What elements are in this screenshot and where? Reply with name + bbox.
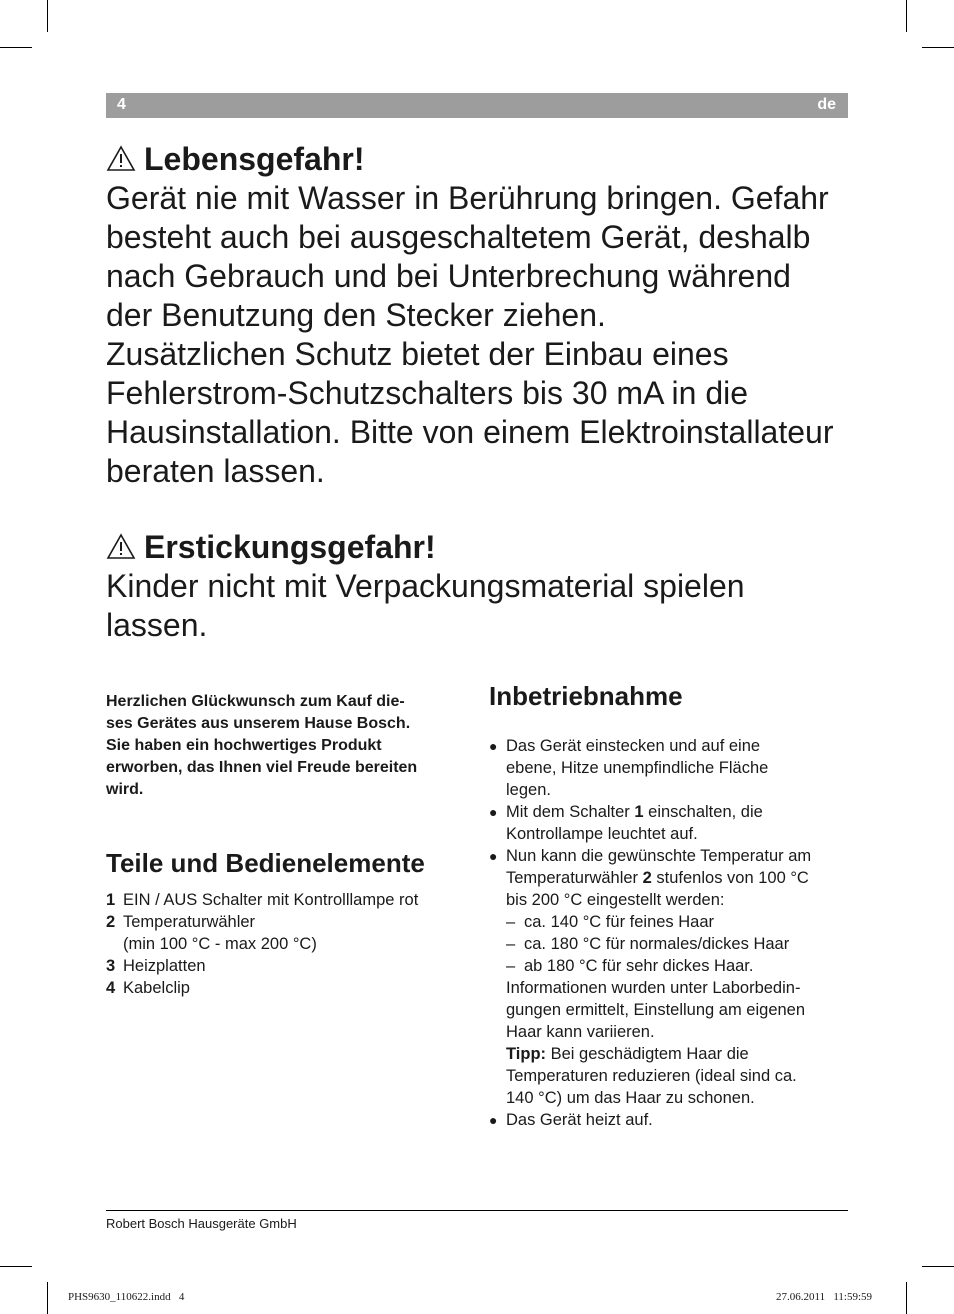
item-text: EIN / AUS Schalter mit Kontrolllampe rot bbox=[123, 891, 419, 909]
step-text: Das Gerät einstecken und auf eine bbox=[506, 737, 761, 755]
bullet-icon: ● bbox=[489, 1112, 498, 1128]
language-code: de bbox=[817, 96, 836, 113]
warning-line: Zusätzlichen Schutz bietet der Einbau eines bbox=[106, 336, 729, 372]
life-danger-warning bbox=[106, 140, 856, 491]
step-text bbox=[506, 867, 853, 889]
step-ref-number: 1 bbox=[634, 803, 644, 821]
warning-triangle-icon bbox=[106, 533, 136, 560]
warning-title-text: Lebensgefahr! bbox=[144, 141, 365, 177]
step-text: ebene, Hitze unempfindliche Fläche bbox=[506, 759, 769, 777]
step-text-part: einschalten, die bbox=[643, 803, 763, 821]
dash-marker: – bbox=[506, 935, 516, 953]
parts-heading: Teile und Bedienelemente bbox=[106, 848, 425, 878]
crop-mark bbox=[906, 1282, 907, 1314]
step-text: legen. bbox=[506, 781, 551, 799]
tip-text: Bei geschädigtem Haar die bbox=[546, 1045, 749, 1063]
step-text-part: Temperaturwähler bbox=[506, 869, 643, 887]
intro-line: ses Gerätes aus unserem Hause Bosch. bbox=[106, 715, 411, 732]
step-text bbox=[506, 801, 853, 823]
sub-item-text: ab 180 °C für sehr dickes Haar. bbox=[524, 957, 754, 975]
item-text: (min 100 °C - max 200 °C) bbox=[123, 935, 317, 953]
warning-line: Fehlerstrom-Schutzschalters bis 30 mA in die bbox=[106, 375, 749, 411]
warning-line: der Benutzung den Stecker ziehen. bbox=[106, 297, 606, 333]
crop-mark bbox=[922, 1266, 954, 1267]
warning-line: Kinder nicht mit Verpackungsmaterial spielen bbox=[106, 568, 745, 604]
bullet-icon: ● bbox=[489, 848, 498, 864]
header-bar bbox=[106, 93, 848, 118]
item-text: Heizplatten bbox=[123, 957, 206, 975]
sub-item bbox=[506, 911, 853, 933]
warning-title-text: Erstickungsgefahr! bbox=[144, 529, 436, 565]
crop-mark bbox=[47, 1282, 48, 1314]
sub-item bbox=[506, 955, 853, 977]
item-number: 3 bbox=[106, 957, 116, 975]
footer-divider bbox=[106, 1210, 848, 1211]
warning-title bbox=[106, 140, 856, 179]
intro-line: Sie haben ein hochwertiges Produkt bbox=[106, 737, 382, 754]
parts-list bbox=[106, 889, 476, 999]
list-item bbox=[106, 955, 476, 977]
intro-paragraph bbox=[106, 691, 471, 801]
operation-steps bbox=[489, 735, 853, 1131]
step-text: Kontrollampe leuchtet auf. bbox=[506, 825, 698, 843]
step-text: bis 200 °C eingestellt werden: bbox=[506, 891, 725, 909]
item-text: Temperaturwähler bbox=[123, 913, 256, 931]
tip-line bbox=[506, 1043, 853, 1065]
intro-line: Herzlichen Glückwunsch zum Kauf die- bbox=[106, 693, 405, 710]
crop-mark bbox=[906, 0, 907, 32]
step-text: gungen ermittelt, Einstellung am eigenen bbox=[506, 1001, 806, 1019]
dash-marker: – bbox=[506, 913, 516, 931]
step-text-part: stufenlos von 100 °C bbox=[651, 869, 809, 887]
footer-company: Robert Bosch Hausgeräte GmbH bbox=[106, 1216, 297, 1231]
sub-item bbox=[506, 933, 853, 955]
tip-text: 140 °C) um das Haar zu schonen. bbox=[506, 1089, 755, 1107]
suffocation-warning bbox=[106, 528, 856, 645]
page-number: 4 bbox=[117, 96, 126, 113]
tip-text: Temperaturen reduzieren (ideal sind ca. bbox=[506, 1067, 797, 1085]
list-item bbox=[489, 735, 853, 801]
step-text: Das Gerät heizt auf. bbox=[506, 1111, 653, 1129]
step-text-part: Mit dem Schalter bbox=[506, 803, 635, 821]
list-item bbox=[106, 889, 476, 911]
slug-file: PHS9630_110622.indd 4 bbox=[68, 1291, 185, 1303]
list-item bbox=[489, 845, 853, 1109]
crop-mark bbox=[0, 47, 32, 48]
warning-line: Gerät nie mit Wasser in Berührung bringen. Gefahr bbox=[106, 180, 829, 216]
step-text: Informationen wurden unter Laborbedin- bbox=[506, 979, 801, 997]
step-ref-number: 2 bbox=[642, 869, 652, 887]
dash-marker: – bbox=[506, 957, 516, 975]
warning-line: beraten lassen. bbox=[106, 453, 325, 489]
item-number: 4 bbox=[106, 979, 116, 997]
step-text: Haar kann variieren. bbox=[506, 1023, 655, 1041]
sub-item-text: ca. 180 °C für normales/dickes Haar bbox=[524, 935, 790, 953]
operation-heading: Inbetriebnahme bbox=[489, 681, 683, 711]
slug-datetime: 27.06.2011 11:59:59 bbox=[776, 1291, 873, 1303]
item-text: Kabelclip bbox=[123, 979, 190, 997]
warning-line: besteht auch bei ausgeschaltetem Gerät, deshalb bbox=[106, 219, 811, 255]
list-item bbox=[489, 801, 853, 845]
warning-line: nach Gebrauch und bei Unterbrechung während bbox=[106, 258, 791, 294]
step-text: Nun kann die gewünschte Temperatur am bbox=[506, 847, 812, 865]
list-item bbox=[106, 911, 476, 955]
crop-mark bbox=[47, 0, 48, 32]
intro-line: wird. bbox=[106, 781, 144, 798]
crop-mark bbox=[922, 47, 954, 48]
warning-line: lassen. bbox=[106, 607, 208, 643]
bullet-icon: ● bbox=[489, 804, 498, 820]
warning-title bbox=[106, 528, 856, 567]
bullet-icon: ● bbox=[489, 738, 498, 754]
intro-line: erworben, das Ihnen viel Freude bereiten bbox=[106, 759, 418, 776]
warning-triangle-icon bbox=[106, 145, 136, 172]
warning-line: Hausinstallation. Bitte von einem Elektroinstallateur bbox=[106, 414, 834, 450]
list-item bbox=[489, 1109, 853, 1131]
list-item bbox=[106, 977, 476, 999]
tip-label: Tipp: bbox=[506, 1045, 547, 1063]
sub-item-text: ca. 140 °C für feines Haar bbox=[524, 913, 715, 931]
item-number: 1 bbox=[106, 891, 116, 909]
item-number: 2 bbox=[106, 913, 116, 931]
crop-mark bbox=[0, 1266, 32, 1267]
